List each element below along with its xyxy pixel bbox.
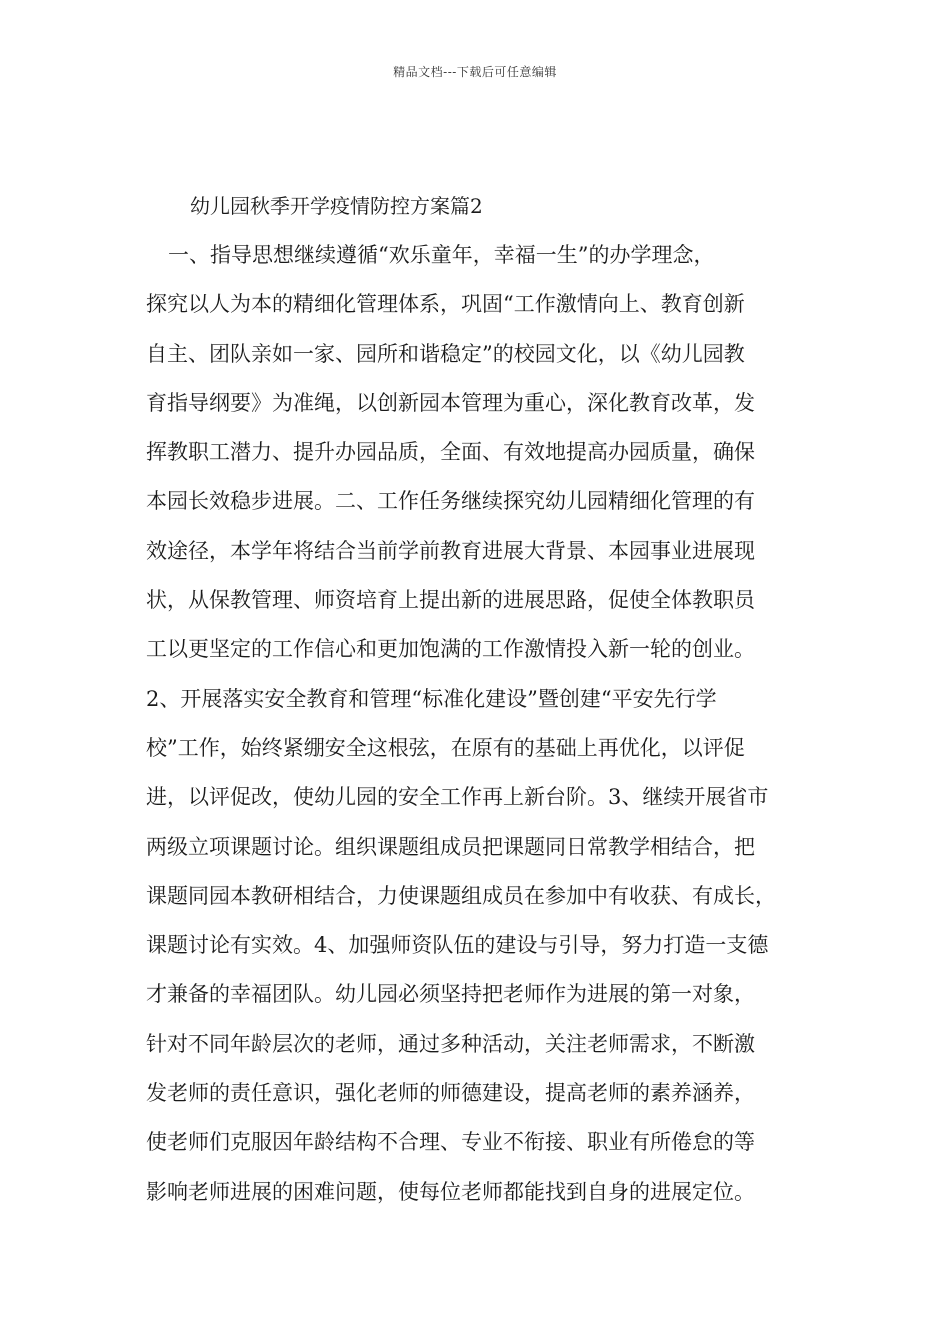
page-header: 精品文档---下载后可任意编辑	[393, 65, 557, 79]
document-title: 幼儿园秋季开学疫情防控方案篇2	[190, 194, 483, 218]
body-line: 效途径，本学年将结合当前学前教育进展大背景、本园事业进展现	[146, 538, 755, 563]
body-line: 课题同园本教研相结合，力使课题组成员在参加中有收获、有成长，	[146, 883, 776, 908]
body-line: 挥教职工潜力、提升办园品质，全面、有效地提高办园质量，确保	[146, 440, 755, 465]
body-line: 育指导纲要》为准绳，以创新园本管理为重心，深化教育改革，发	[146, 390, 755, 415]
body-line: 两级立项课题讨论。组织课题组成员把课题同日常教学相结合，把	[146, 834, 755, 859]
body-line: 才兼备的幸福团队。幼儿园必须坚持把老师作为进展的第一对象，	[146, 982, 755, 1007]
body-line: 影响老师进展的困难问题，使每位老师都能找到自身的进展定位。	[146, 1179, 755, 1204]
body-line: 工以更坚定的工作信心和更加饱满的工作激情投入新一轮的创业。	[146, 637, 755, 662]
document-body	[146, 181, 826, 1217]
body-line: 探究以人为本的精细化管理体系，巩固“工作激情向上、教育创新	[146, 292, 745, 317]
body-line: 使老师们克服因年龄结构不合理、专业不衔接、职业有所倦怠的等	[146, 1130, 755, 1155]
body-line: 本园长效稳步进展。二、工作任务继续探究幼儿园精细化管理的有	[146, 489, 755, 514]
body-line: 进，以评促改，使幼儿园的安全工作再上新台阶。3、继续开展省市	[146, 785, 769, 810]
body-line: 2、开展落实安全教育和管理“标准化建设”暨创建“平安先行学	[146, 686, 717, 711]
body-line: 发老师的责任意识，强化老师的师德建设，提高老师的素养涵养，	[146, 1081, 755, 1106]
body-line: 校”工作，始终紧绷安全这根弦，在原有的基础上再优化，以评促	[146, 735, 745, 760]
body-line: 状，从保教管理、师资培育上提出新的进展思路，促使全体教职员	[146, 588, 755, 613]
body-line: 自主、团队亲如一家、园所和谐稳定”的校园文化，以《幼儿园教	[146, 341, 745, 366]
body-line: 一、指导思想继续遵循“欢乐童年，幸福一生”的办学理念，	[168, 243, 715, 267]
body-line: 针对不同年龄层次的老师，通过多种活动，关注老师需求，不断激	[146, 1031, 755, 1056]
body-line: 课题讨论有实效。4、加强师资队伍的建设与引导，努力打造一支德	[146, 933, 769, 958]
